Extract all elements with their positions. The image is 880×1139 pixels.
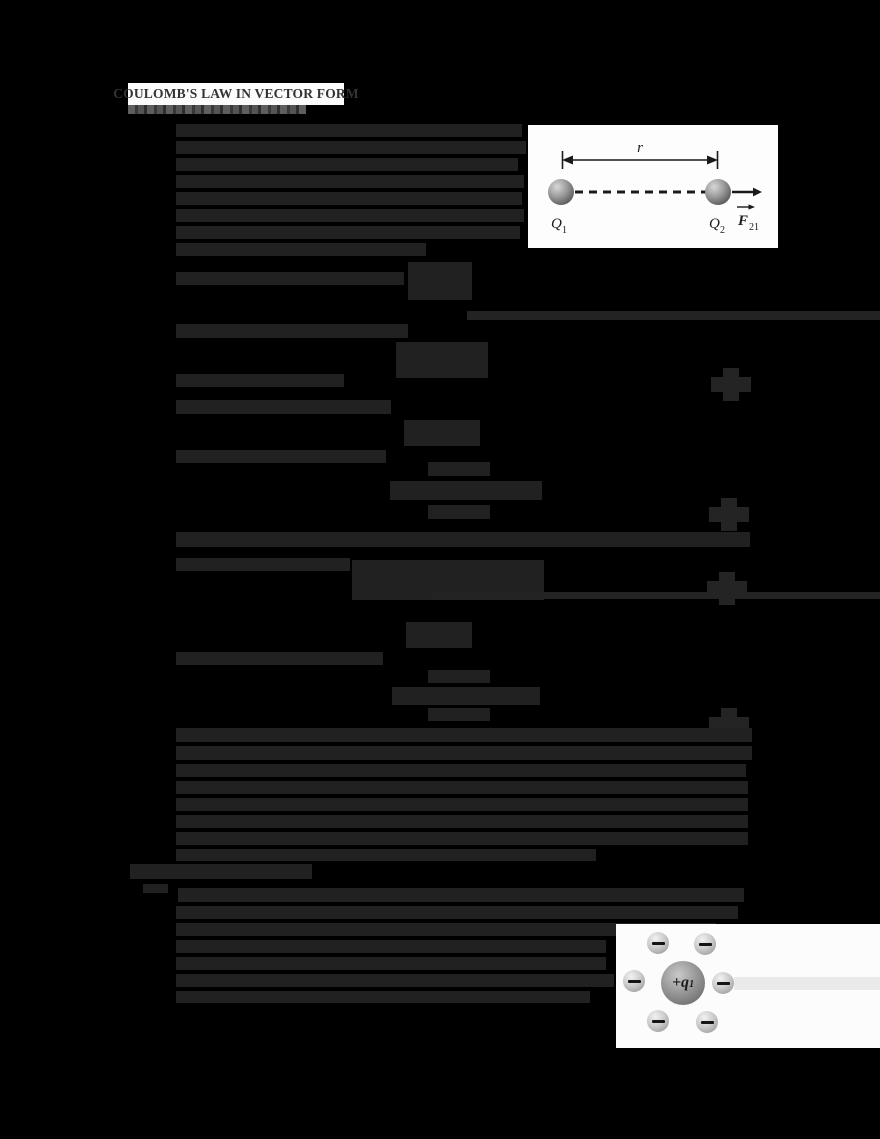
redacted-text-line [176,764,746,777]
central-charge-sub: 1 [689,979,695,990]
minus-icon [717,982,730,985]
redacted-text-line [176,175,524,188]
redacted-text-line [428,505,490,519]
charge-q1-sub: 1 [562,225,567,236]
redacted-text-line [176,957,606,970]
redacted-text-line [178,888,744,902]
coulomb-diagram-svg [528,125,778,248]
minus-icon [699,943,712,946]
redacted-text-line [404,420,480,446]
redacted-text-line [428,708,490,721]
coulomb-diagram [528,125,778,248]
redacted-text-line [143,884,168,893]
redacted-text-line [176,158,518,171]
minus-icon [628,980,641,983]
redacted-text-line [176,728,752,742]
redacted-text-line [392,687,540,705]
redacted-text-line [176,324,408,338]
negative-charge [647,1010,669,1032]
redacted-text-line [406,622,472,648]
redacted-text-line [428,670,490,683]
minus-icon [652,942,665,945]
redacted-text-line [176,815,748,828]
redacted-text-line [176,141,526,154]
distance-label: r [637,140,643,156]
positive-charge-q1 [661,961,705,1005]
negative-charge [712,972,734,994]
redacted-text-line [390,481,542,500]
redacted-equation-marker [711,368,751,401]
redacted-text-line [176,558,350,571]
force-sub: 21 [749,222,759,233]
force-label: F [738,213,749,229]
redacted-text-line [176,450,386,463]
negative-charge [623,970,645,992]
charge-q2-sphere [705,179,731,205]
redacted-text-line [176,226,520,239]
charge-q1-sphere [548,179,574,205]
redacted-equation-marker [707,572,747,605]
charge-q1-label: Q [551,216,562,232]
redacted-text-line [176,781,748,794]
redacted-text-line [176,192,522,205]
negative-charge [694,933,716,955]
redacted-text-line [176,940,606,953]
minus-icon [701,1021,714,1024]
redacted-rule [467,311,880,320]
redacted-text-line [176,798,748,811]
redacted-text-line [176,906,738,919]
redacted-text-line [176,272,404,285]
redacted-text-line [130,864,312,879]
negative-charge [647,932,669,954]
redacted-text-line [176,974,614,987]
redacted-equation-marker [709,498,749,531]
redacted-text-line [176,374,344,387]
redacted-text-line [176,991,590,1003]
minus-icon [652,1020,665,1023]
central-charge-label: +q [671,974,690,991]
charge-q2-sub: 2 [720,225,725,236]
figure-highlight-band [734,977,880,990]
redacted-rule [432,592,880,599]
redacted-text-line [176,849,596,861]
redacted-text-line [176,400,391,414]
redacted-text-line [176,124,522,137]
section-title: COULOMB'S LAW IN VECTOR FORM [113,86,359,101]
redacted-text-line [396,342,488,378]
redacted-text-line [428,462,490,476]
charge-q2-label: Q [709,216,720,232]
redacted-text-line [176,532,750,547]
redacted-text-line [408,262,472,300]
redacted-subtitle [128,105,306,114]
redacted-text-line [176,832,748,845]
redacted-text-line [176,746,752,760]
redacted-text-line [176,209,524,222]
negative-charge [696,1011,718,1033]
redacted-text-line [176,652,383,665]
redacted-text-line [176,243,426,256]
charge-cluster-figure [616,924,880,1048]
